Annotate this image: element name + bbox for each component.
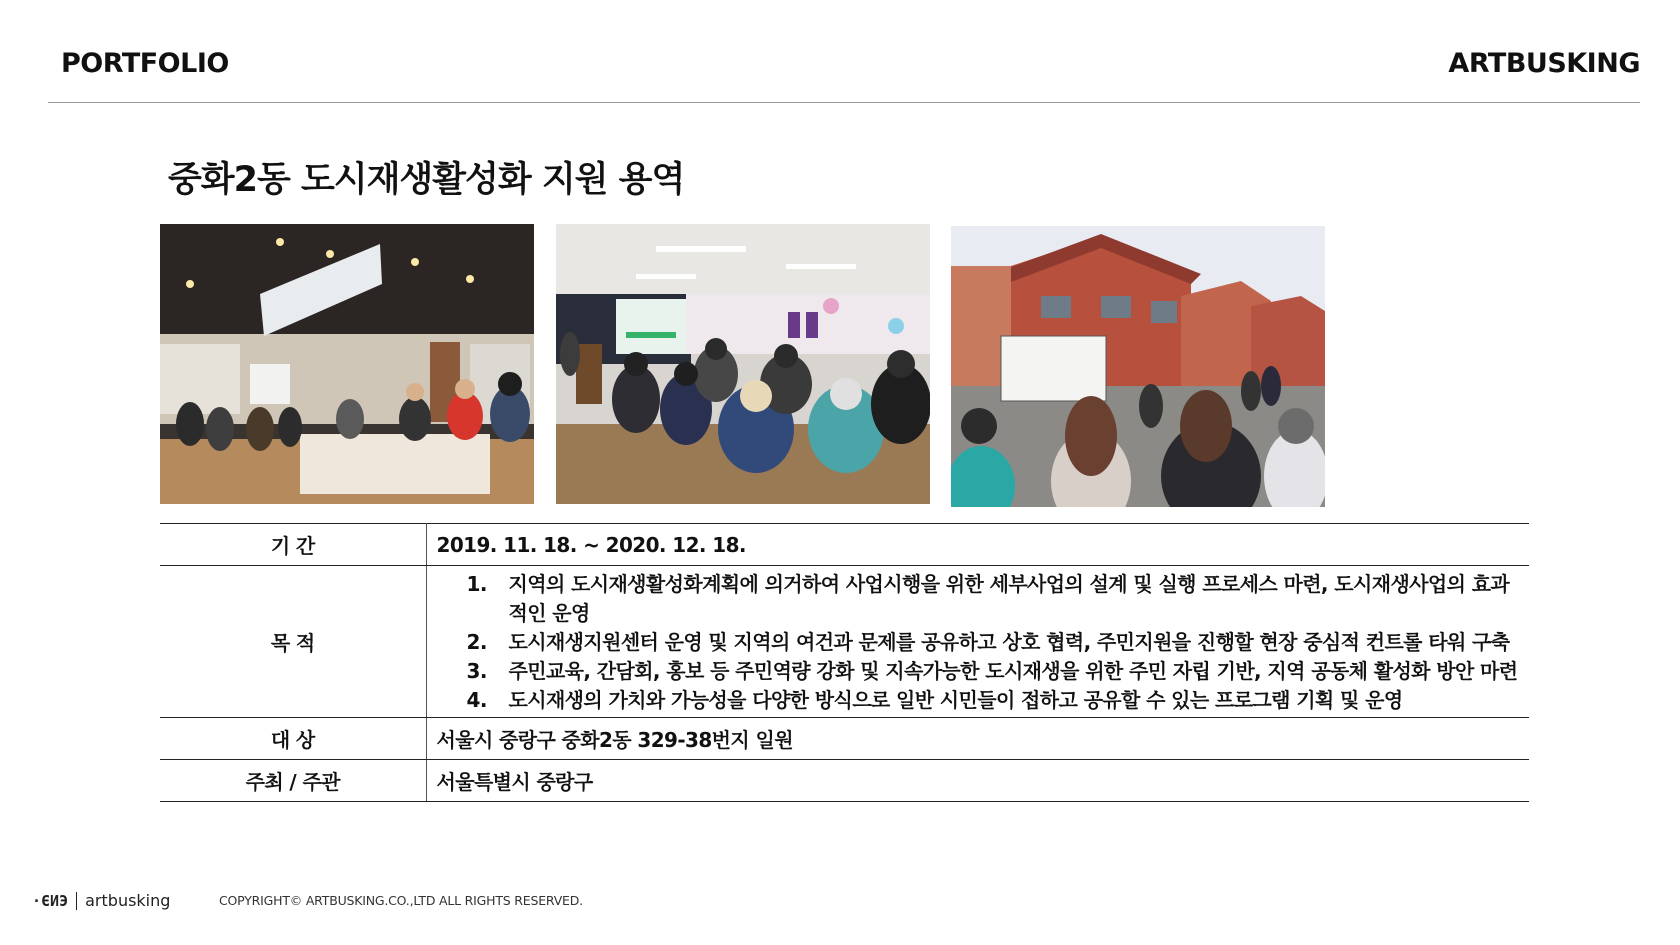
logo-separator <box>76 892 77 910</box>
period-label: 기 간 <box>160 524 426 566</box>
purpose-item-number: 1. <box>466 572 487 596</box>
purpose-item-text: 지역의 도시재생활성화계획에 의거하여 사업시행을 위한 세부사업의 설계 및 실행 프로세스 마련, 도시재생사업의 효과적인 운영 <box>508 572 1510 625</box>
forum-meeting-photo <box>160 224 534 504</box>
project-title: 중화2동 도시재생활성화 지원 용역 <box>168 160 685 200</box>
purpose-cell <box>426 566 1529 718</box>
host-label: 주최 / 주관 <box>160 760 426 802</box>
purpose-row <box>160 566 1529 718</box>
header-brand-label: ARTBUSKING <box>1448 48 1640 79</box>
target-value: 서울시 중랑구 중화2동 329-38번지 일원 <box>426 718 1529 760</box>
purpose-item-text: 주민교육, 간담회, 홍보 등 주민역량 강화 및 지속가능한 도시재생을 위한 주민 자립 기반, 지역 공동체 활성화 방안 마련 <box>508 659 1518 683</box>
purpose-label: 목 적 <box>160 566 426 718</box>
purpose-item-number: 4. <box>466 688 487 712</box>
project-info-table <box>160 523 1529 802</box>
purpose-item-text: 도시재생지원센터 운영 및 지역의 여건과 문제를 공유하고 상호 협력, 주민지원을 진행할 현장 중심적 컨트롤 타워 구축 <box>508 630 1510 654</box>
brand-mark-icon: ·ЄИЭ <box>32 891 69 910</box>
period-value: 2019. 11. 18. ~ 2020. 12. 18. <box>426 524 1529 566</box>
purpose-item-text: 도시재생의 가치와 가능성을 다양한 방식으로 일반 시민들이 접하고 공유할 수 있는 프로그램 기획 및 운영 <box>508 688 1403 712</box>
target-label: 대 상 <box>160 718 426 760</box>
brand-wordmark: artbusking <box>85 891 171 910</box>
footer-logo <box>32 891 170 910</box>
purpose-item <box>467 686 1530 715</box>
presentation-audience-photo <box>556 224 930 504</box>
header-portfolio-label: PORTFOLIO <box>61 48 229 79</box>
purpose-list <box>437 566 1530 717</box>
street-exhibition-photo <box>951 226 1325 507</box>
purpose-item-number: 3. <box>466 659 487 683</box>
header-divider <box>48 102 1640 103</box>
copyright-text: COPYRIGHT© ARTBUSKING.CO.,LTD ALL RIGHTS RESERVED. <box>219 893 583 908</box>
purpose-item <box>467 570 1530 628</box>
period-row <box>160 524 1529 566</box>
purpose-item <box>467 657 1530 686</box>
host-row <box>160 760 1529 802</box>
purpose-item-number: 2. <box>466 630 487 654</box>
target-row <box>160 718 1529 760</box>
purpose-item <box>467 628 1530 657</box>
host-value: 서울특별시 중랑구 <box>426 760 1529 802</box>
